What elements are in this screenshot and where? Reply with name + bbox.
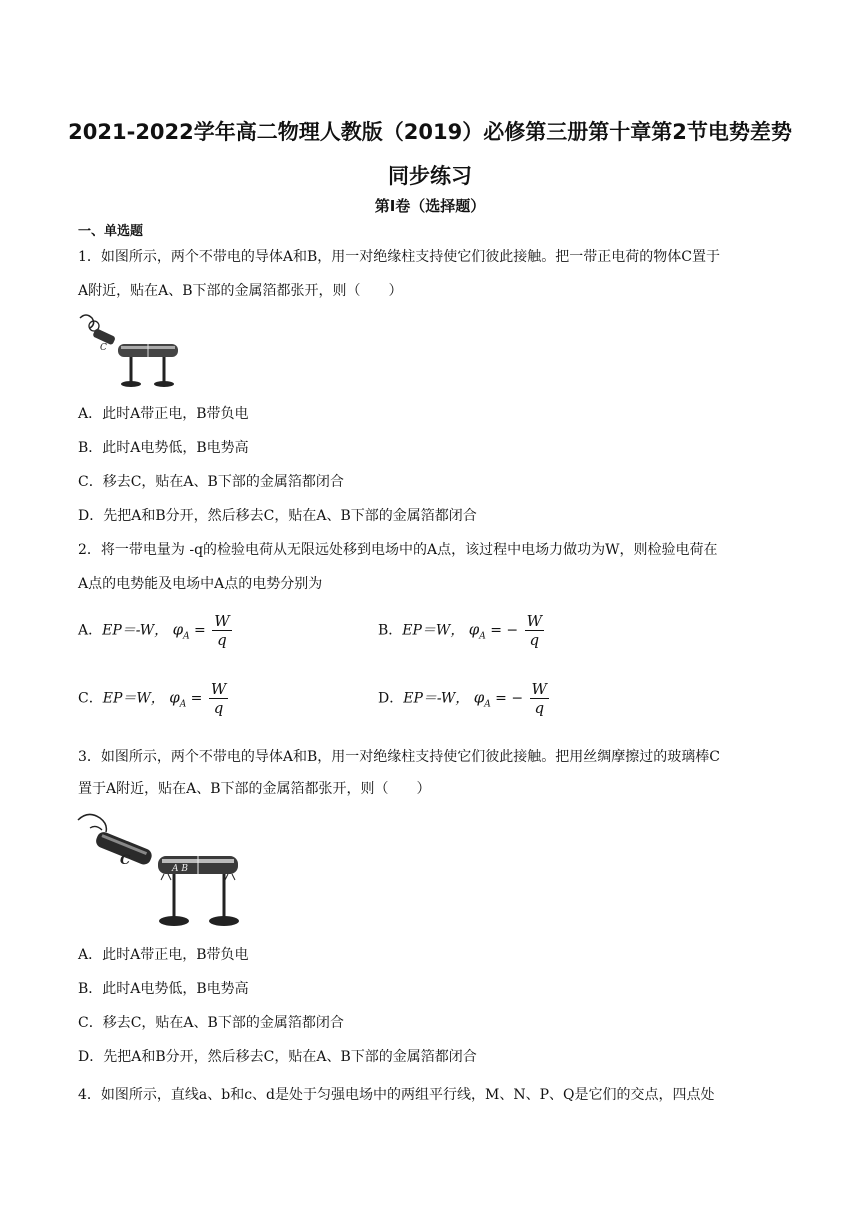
question-2-line-1: 2．将一带电量为 -q的检验电荷从无限远处移到电场中的A点，该过程中电场力做功为W，则检验电荷在 [78, 542, 718, 558]
q2-option-b: B．EP＝W， $\varphi_A$ = − $\frac{W}{q}$ [378, 612, 543, 649]
question-1-line-2: A附近，贴在A、B下部的金属箔都张开，则（ ） [78, 283, 403, 299]
figure-3-label-ab: A B [172, 864, 188, 874]
section-heading: 一、单选题 [78, 224, 144, 239]
question-1-line-1: 1．如图所示，两个不带电的导体A和B，用一对绝缘柱支持使它们彼此接触。把一带正电荷的物体C置于 [78, 249, 721, 265]
q2-option-d: D．EP＝-W， $\varphi_A$ = − $\frac{W}{q}$ [378, 680, 547, 717]
q1-option-c: C．移去C，贴在A、B下部的金属箔都闭合 [78, 474, 344, 490]
volume-heading: 第Ⅰ卷（选择题） [374, 197, 486, 215]
q2-option-c: C．EP＝W， $\varphi_A$ = $\frac{W}{q}$ [78, 680, 227, 717]
title-line-1: 2021-2022学年高二物理人教版（2019）必修第三册第十章第2节电势差势 [68, 120, 792, 144]
question-3-line-1: 3．如图所示，两个不带电的导体A和B，用一对绝缘柱支持使它们彼此接触。把用丝绸摩擦过的玻璃棒C [78, 749, 721, 765]
q3-option-b: B．此时A电势低，B电势高 [78, 981, 249, 997]
q1-option-b: B．此时A电势低，B电势高 [78, 440, 249, 456]
figure-3-label-c: C [120, 853, 131, 868]
q1-option-a: A．此时A带正电，B带负电 [78, 406, 249, 422]
q3-option-d: D．先把A和B分开，然后移去C，贴在A、B下部的金属箔都闭合 [78, 1049, 477, 1065]
q1-option-d: D．先把A和B分开，然后移去C，贴在A、B下部的金属箔都闭合 [78, 508, 477, 524]
figure-1-label-c: C [100, 343, 107, 353]
question-3-line-2: 置于A附近，贴在A、B下部的金属箔都张开，则（ ） [78, 781, 431, 797]
figure-3 [76, 810, 246, 932]
question-2-line-2: A点的电势能及电场中A点的电势分别为 [78, 576, 323, 592]
title-line-2: 同步练习 [388, 164, 472, 188]
question-4-line-1: 4．如图所示，直线a、b和c、d是处于匀强电场中的两组平行线，M、N、P、Q是它们的交点，四点处 [78, 1087, 715, 1103]
q3-option-c: C．移去C，贴在A、B下部的金属箔都闭合 [78, 1015, 344, 1031]
q2-option-a: A．EP＝-W， $\varphi_A$ = $\frac{W}{q}$ [78, 612, 230, 649]
q3-option-a: A．此时A带正电，B带负电 [78, 947, 249, 963]
figure-1 [76, 312, 186, 392]
